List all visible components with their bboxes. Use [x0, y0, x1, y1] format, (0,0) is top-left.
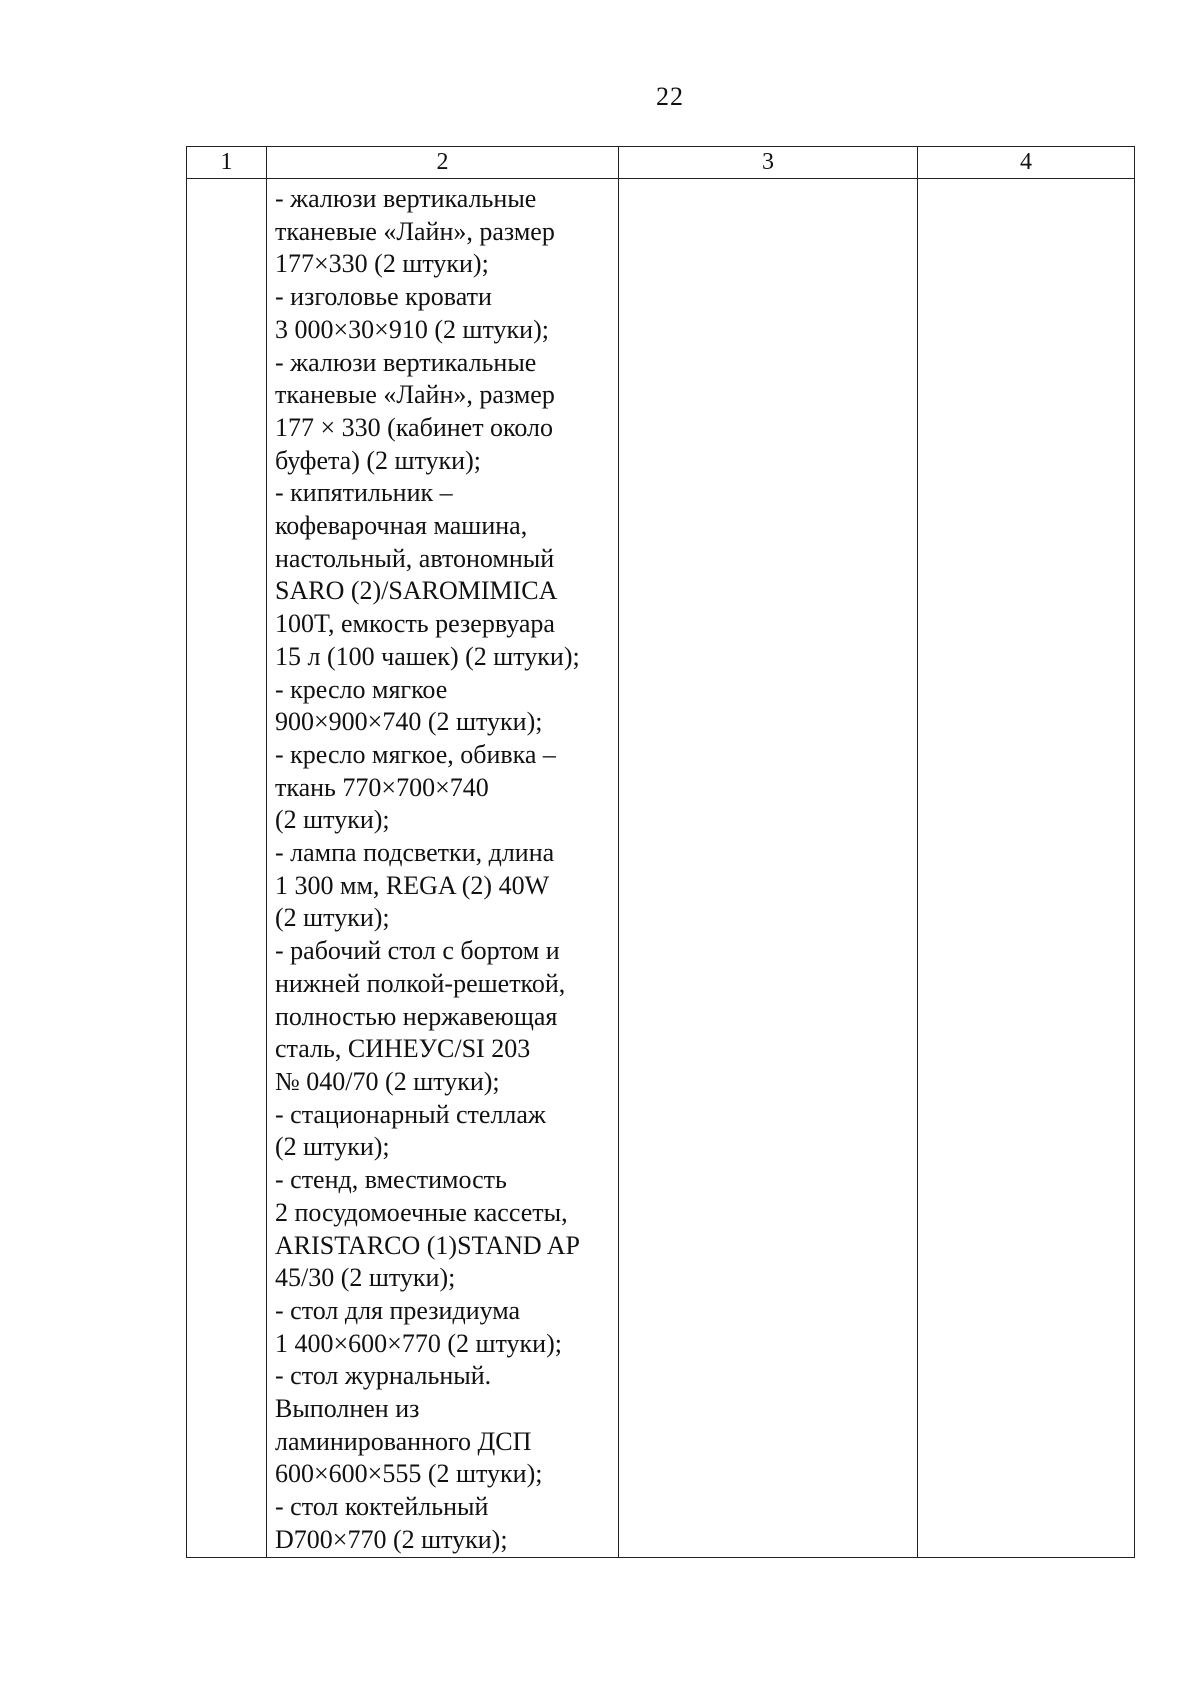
column-header-3: 3: [619, 147, 918, 179]
item-line: - стол для президиума: [275, 1295, 521, 1325]
item-line: - рабочий стол с бортом и: [275, 936, 560, 966]
item-line: 177 × 330 (кабинет около: [275, 412, 554, 442]
item-line: Выполнен из: [275, 1394, 420, 1424]
item-line: (2 штуки);: [275, 1132, 390, 1162]
item-line: буфета) (2 штуки);: [275, 445, 481, 475]
item-line: - кресло мягкое, обивка –: [275, 739, 556, 769]
column-header-2: 2: [267, 147, 619, 179]
item-line: 1 300 мм, REGA (2) 40W: [275, 870, 550, 900]
item-line: 177×330 (2 штуки);: [275, 249, 489, 279]
item-line: - кресло мягкое: [275, 674, 448, 704]
item-line: сталь, СИНЕУС/SI 203: [275, 1034, 531, 1064]
cell-col4: [918, 179, 1135, 1558]
page-number: 22: [656, 82, 684, 111]
item-line: (2 штуки);: [275, 903, 390, 933]
item-line: 900×900×740 (2 штуки);: [275, 707, 543, 737]
item-line: 2 посудомоечные кассеты,: [275, 1197, 568, 1227]
table-row: [187, 179, 1135, 1558]
cell-col3: [619, 179, 918, 1558]
item-line: нижней полкой-решеткой,: [275, 968, 566, 998]
cell-col2-item-list: [267, 179, 619, 1558]
item-line: 15 л (100 чашек) (2 штуки);: [275, 641, 580, 671]
item-line: 3 000×30×910 (2 штуки);: [275, 314, 549, 344]
item-line: 1 400×600×770 (2 штуки);: [275, 1328, 562, 1358]
column-header-1: 1: [187, 147, 267, 179]
item-line: (2 штуки);: [275, 805, 390, 835]
table-header-row: [187, 147, 1135, 179]
item-line: кофеварочная машина,: [275, 511, 528, 541]
item-line: ткань 770×700×740: [275, 772, 489, 802]
item-line: - жалюзи вертикальные: [275, 347, 537, 377]
item-line: 45/30 (2 штуки);: [275, 1263, 456, 1293]
item-line: SARO (2)/SAROMIMICA: [275, 576, 558, 606]
item-line: 600×600×555 (2 штуки);: [275, 1459, 543, 1489]
equipment-table: [186, 146, 1135, 1558]
item-line: 100T, емкость резервуара: [275, 609, 555, 639]
item-line: - жалюзи вертикальные: [275, 184, 537, 213]
item-line: ARISTARCO (1)STAND AP: [275, 1230, 580, 1260]
item-line: - стол журнальный.: [275, 1361, 492, 1391]
item-line: - лампа подсветки, длина: [275, 838, 555, 868]
column-header-4: 4: [918, 147, 1135, 179]
item-line: - стационарный стеллаж: [275, 1099, 546, 1129]
item-line: - кипятильник –: [275, 478, 453, 508]
item-line: № 040/70 (2 штуки);: [275, 1066, 500, 1096]
item-line: настольный, автономный: [275, 543, 555, 573]
item-line: - изголовье кровати: [275, 282, 492, 312]
item-line: ламинированного ДСП: [275, 1426, 532, 1456]
item-line: полностью нержавеющая: [275, 1001, 558, 1031]
item-line: - стенд, вместимость: [275, 1165, 507, 1195]
item-line: тканевые «Лайн», размер: [275, 380, 555, 410]
item-line: тканевые «Лайн», размер: [275, 216, 555, 246]
item-line: - стол коктейльный: [275, 1492, 489, 1522]
item-line: D700×770 (2 штуки);: [275, 1524, 508, 1554]
cell-col1: [187, 179, 267, 1558]
item-list: [275, 183, 618, 1557]
